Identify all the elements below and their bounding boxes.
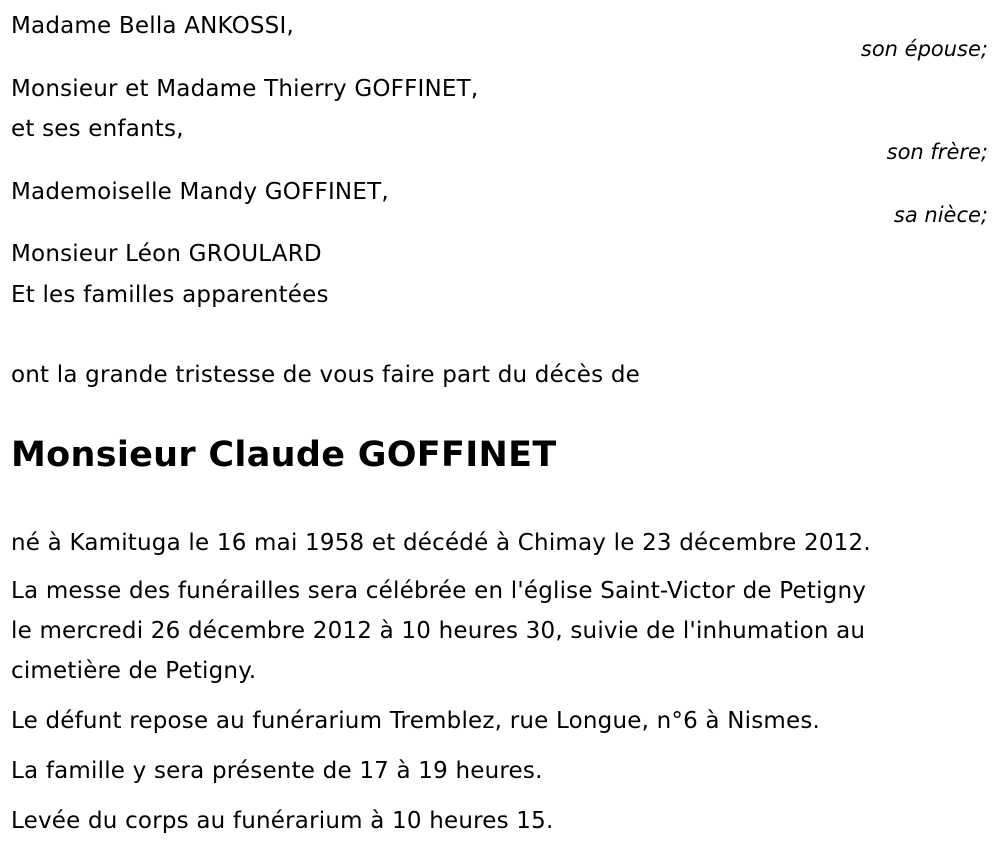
family-member-other: Monsieur Léon GROULARD <box>11 241 322 267</box>
announcement-text: ont la grande tristesse de vous faire part du décès de <box>11 362 640 388</box>
family-member-children: et ses enfants, <box>11 116 184 142</box>
birth-death-line: né à Kamituga le 16 mai 1958 et décédé à Chimay le 23 décembre 2012. <box>11 530 871 556</box>
family-related: Et les familles apparentées <box>11 282 329 308</box>
relation-niece: sa nièce; <box>893 203 988 227</box>
relation-spouse: son épouse; <box>860 37 988 61</box>
funeral-mass-line-2: le mercredi 26 décembre 2012 à 10 heures 30, suivie de l'inhumation au <box>11 618 866 644</box>
relation-brother: son frère; <box>886 140 988 164</box>
family-member-brother: Monsieur et Madame Thierry GOFFINET, <box>11 76 479 102</box>
family-member-niece: Mademoiselle Mandy GOFFINET, <box>11 179 389 205</box>
family-member-spouse: Madame Bella ANKOSSI, <box>11 13 294 39</box>
funeral-home-line: Le défunt repose au funérarium Tremblez, rue Longue, n°6 à Nismes. <box>11 708 821 734</box>
levee-line: Levée du corps au funérarium à 10 heures 15. <box>11 808 554 834</box>
funeral-mass-line-3: cimetière de Petigny. <box>11 658 257 684</box>
funeral-mass-line-1: La messe des funérailles sera célébrée en l'église Saint-Victor de Petigny <box>11 578 867 604</box>
deceased-name: Monsieur Claude GOFFINET <box>11 435 557 475</box>
family-presence-line: La famille y sera présente de 17 à 19 heures. <box>11 758 543 784</box>
